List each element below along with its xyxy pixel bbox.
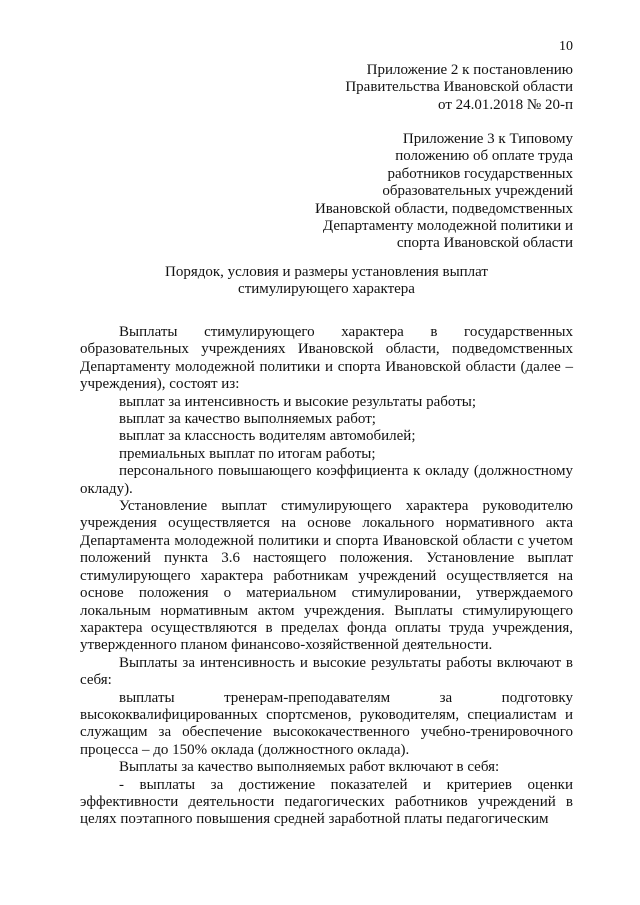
appendix-3-line: работников государственных: [387, 165, 573, 182]
appendix-2-header: [345, 62, 573, 114]
title-line: Порядок, условия и размеры установления выплат: [165, 264, 488, 280]
appendix-2-line: Приложение 2 к постановлению: [366, 62, 573, 78]
paragraph-establishment: Установление выплат стимулирующего характера руководителю учреждения осуществляется на основе локального нормативного акта Департамента молодежной политики и спорта Ивановской области с учетом положений пункта 3.6 настоящего положения. Установление выплат стимулирующего характера работникам учреждений осуществляется на основе положения о материальном стимулировании, утверждаемого локальным нормативным актом учреждения. Выплаты стимулирующего характера осуществляются в пределах фонда оплаты труда учреждения, утвержденного планом финансово-хозяйственной деятельности.: [80, 498, 573, 654]
list-item: персонального повышающего коэффициента к окладу (должностному окладу).: [80, 463, 573, 497]
appendix-2-line: Правительства Ивановской области: [345, 79, 573, 96]
appendix-3-line: Приложение 3 к Типовому: [402, 131, 573, 147]
paragraph-quality-detail: - выплаты за достижение показателей и критериев оценки эффективности деятельности педагогических работников учреждений в целях поэтапного повышения средней заработной платы педагогическим: [80, 776, 573, 828]
paragraph-intensity: Выплаты за интенсивность и высокие результаты работы включают в себя:: [80, 654, 573, 689]
document-body: [80, 324, 573, 829]
list-item: выплат за интенсивность и высокие результаты работы;: [119, 393, 476, 410]
appendix-3-line: Департаменту молодежной политики и: [322, 218, 573, 235]
appendix-3-line: положению об оплате труда: [395, 148, 573, 165]
appendix-3-line: спорта Ивановской области: [396, 235, 573, 252]
paragraph-intensity-detail: выплаты тренерам-преподавателям за подготовку высококвалифицированных спортсменов, руководителям, специалистам и служащим за обеспечение высококачественного учебно-тренировочного процесса – до 150% оклада (должностного оклада).: [80, 689, 573, 758]
title-line: стимулирующего характера: [238, 281, 415, 298]
appendix-3-line: Ивановской области, подведомственных: [314, 200, 573, 217]
list-item: выплат за качество выполняемых работ;: [119, 411, 376, 428]
document-title: [80, 264, 573, 299]
list-item: выплат за классность водителям автомобилей;: [119, 428, 416, 445]
appendix-3-header: [315, 131, 573, 253]
paragraph-quality: Выплаты за качество выполняемых работ включают в себя:: [119, 759, 500, 776]
page-number: 10: [559, 39, 573, 54]
list-item: премиальных выплат по итогам работы;: [119, 445, 376, 462]
appendix-3-line: образовательных учреждений: [382, 183, 573, 200]
paragraph-intro: Выплаты стимулирующего характера в государственных образовательных учреждениях Ивановской области, подведомственных Департаменту молодежной политики и спорта Ивановской области (далее – учреждения), состоят из:: [80, 324, 573, 393]
appendix-2-line: от 24.01.2018 № 20-п: [438, 96, 573, 113]
